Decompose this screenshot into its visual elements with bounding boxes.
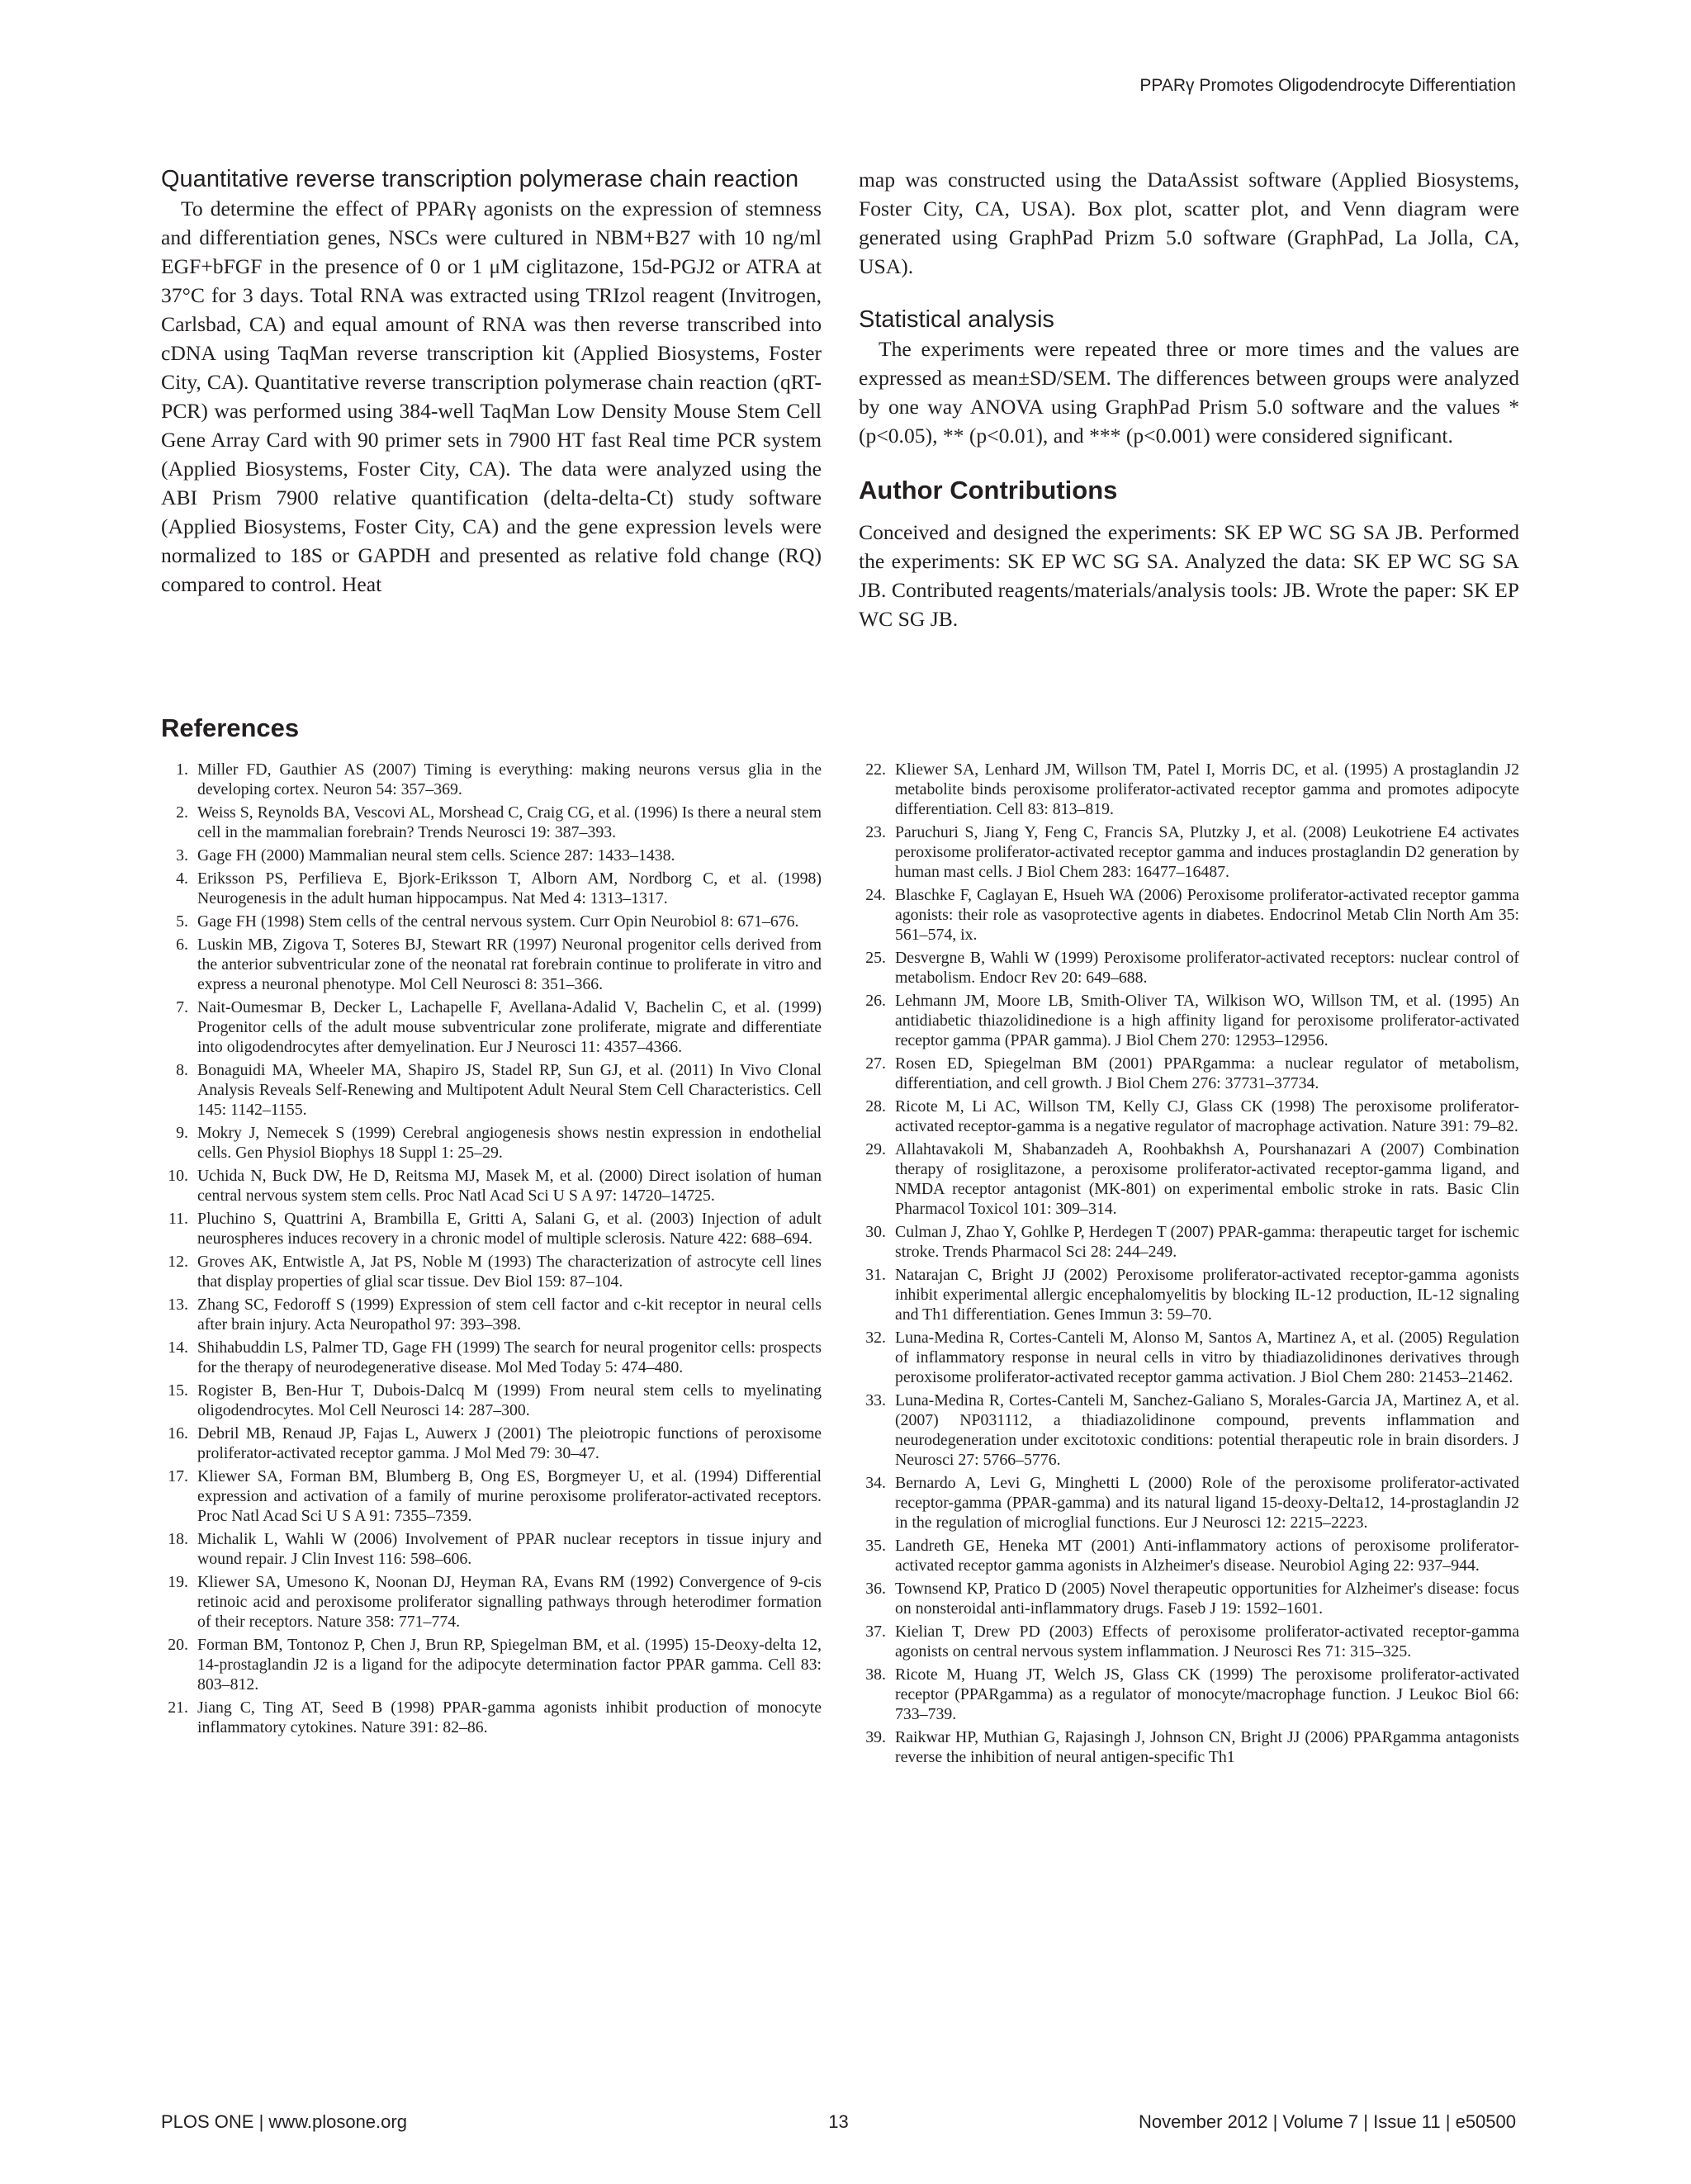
- reference-text: Bonaguidi MA, Wheeler MA, Shapiro JS, Stadel RP, Sun GJ, et al. (2011) In Vivo Clonal Analysis Reveals Self-Renewing and Multipotent Adult Neural Stem Cell Characteristics. Cell 145: 1142–1155.: [197, 1061, 822, 1119]
- reference-item: [859, 885, 1519, 945]
- reference-number: 39.: [865, 1728, 886, 1746]
- reference-item: [161, 1295, 822, 1334]
- reference-text: Gage FH (2000) Mammalian neural stem cells. Science 287: 1433–1438.: [197, 846, 675, 865]
- reference-text: Ricote M, Huang JT, Welch JS, Glass CK (1999) The peroxisome proliferator-activated receptor (PPARgamma) as a regulator of monocyte/macrophage function. J Leukoc Biol 66: 733–739.: [895, 1665, 1519, 1723]
- reference-item: [161, 846, 822, 865]
- reference-item: [161, 1635, 822, 1694]
- reference-number: 6.: [176, 936, 188, 954]
- footer-journal: PLOS ONE | www.plosone.org: [161, 2111, 407, 2132]
- reference-item: [859, 948, 1519, 988]
- reference-item: [859, 1622, 1519, 1661]
- reference-item: [161, 935, 822, 994]
- reference-number: 33.: [865, 1391, 886, 1409]
- reference-item: [859, 1536, 1519, 1575]
- reference-item: [161, 1466, 822, 1526]
- reference-number: 15.: [168, 1381, 188, 1400]
- reference-item: [161, 760, 822, 799]
- reference-text: Kliewer SA, Lenhard JM, Willson TM, Patel I, Morris DC, et al. (1995) A prostaglandin J2 metabolite binds peroxisome proliferator-activated receptor gamma and promotes adipocyte differentiation. Cell 83: 813–819.: [895, 760, 1519, 818]
- reference-number: 21.: [168, 1698, 188, 1717]
- reference-item: [859, 1222, 1519, 1262]
- reference-number: 18.: [168, 1530, 188, 1548]
- reference-text: Kliewer SA, Forman BM, Blumberg B, Ong ES, Borgmeyer U, et al. (1994) Differential expression and activation of a family of murine peroxisome proliferator-activated receptors. Proc Natl Acad Sci U S A 91: 7355–7359.: [197, 1467, 822, 1525]
- reference-item: [161, 1572, 822, 1632]
- references-right-column: [859, 760, 1519, 1770]
- running-title: PPARγ Promotes Oligodendrocyte Differentiation: [1139, 76, 1516, 95]
- reference-text: Weiss S, Reynolds BA, Vescovi AL, Morshead C, Craig CG, et al. (1996) Is there a neural stem cell in the mammalian forebrain? Trends Neurosci 19: 387–393.: [197, 803, 822, 841]
- reference-text: Gage FH (1998) Stem cells of the central nervous system. Curr Opin Neurobiol 8: 671–676.: [197, 912, 799, 931]
- reference-text: Rogister B, Ben-Hur T, Dubois-Dalcq M (1999) From neural stem cells to myelinating oligodendrocytes. Mol Cell Neurosci 14: 287–300.: [197, 1381, 822, 1419]
- reference-text: Desvergne B, Wahli W (1999) Peroxisome proliferator-activated receptors: nuclear control of metabolism. Endocr Rev 20: 649–688.: [895, 949, 1519, 987]
- reference-item: [161, 869, 822, 908]
- reference-number: 38.: [865, 1665, 886, 1684]
- reference-text: Forman BM, Tontonoz P, Chen J, Brun RP, Spiegelman BM, et al. (1995) 15-Deoxy-delta 12, 14-prostaglandin J2 is a ligand for the adipocyte determination factor PPAR gamma. Cell 83: 803–812.: [197, 1636, 822, 1694]
- reference-number: 35.: [865, 1537, 886, 1555]
- reference-number: 10.: [168, 1167, 188, 1185]
- reference-number: 34.: [865, 1474, 886, 1492]
- reference-number: 14.: [168, 1338, 188, 1357]
- reference-number: 20.: [168, 1636, 188, 1654]
- reference-text: Natarajan C, Bright JJ (2002) Peroxisome proliferator-activated receptor-gamma agonists inhibit experimental allergic encephalomyelitis by blocking IL-12 production, IL-12 signaling and Th1 differentiation. Genes Immun 3: 59–70.: [895, 1266, 1519, 1324]
- reference-text: Bernardo A, Levi G, Minghetti L (2000) Role of the peroxisome proliferator-activated receptor-gamma (PPAR-gamma) and its natural ligand 15-deoxy-Delta12, 14-prostaglandin J2 in the regulation of microglial functions. Eur J Neurosci 12: 2215–2223.: [895, 1474, 1519, 1532]
- reference-text: Landreth GE, Heneka MT (2001) Anti-inflammatory actions of peroxisome proliferator-activated receptor gamma agonists in Alzheimer's disease. Neurobiol Aging 22: 937–944.: [895, 1537, 1519, 1575]
- reference-text: Rosen ED, Spiegelman BM (2001) PPARgamma: a nuclear regulator of metabolism, differentiation, and cell growth. J Biol Chem 276: 37731–37734.: [895, 1054, 1519, 1092]
- qrtpcr-body: To determine the effect of PPARγ agonists on the expression of stemness and differentiation genes, NSCs were cultured in NBM+B27 with 10 ng/ml EGF+bFGF in the presence of 0 or 1 μM ciglitazone, 15d-PGJ2 or ATRA at 37°C for 3 days. Total RNA was extracted using TRIzol reagent (Invitrogen, Carlsbad, CA) and equal amount of RNA was then reverse transcribed into cDNA using TaqMan reverse transcription kit (Applied Biosystems, Foster City, CA). Quantitative reverse transcription polymerase chain reaction (qRT-PCR) was performed using 384-well TaqMan Low Density Mouse Stem Cell Gene Array Card with 90 primer sets in 7900 HT fast Real time PCR system (Applied Biosystems, Foster City, CA). The data were analyzed using the ABI Prism 7900 relative quantification (delta-delta-Ct) study software (Applied Biosystems, Foster City, CA) and the gene expression levels were normalized to 18S or GAPDH and presented as relative fold change (RQ) compared to control. Heat: [161, 197, 822, 596]
- reference-item: [161, 1529, 822, 1569]
- reference-number: 3.: [176, 846, 188, 865]
- reference-number: 27.: [865, 1054, 886, 1073]
- reference-text: Allahtavakoli M, Shabanzadeh A, Roohbakhsh A, Pourshanazari A (2007) Combination therapy of rosiglitazone, a peroxisome proliferator-activated receptor-gamma ligand, and NMDA receptor antagonist (MK-801) on experimental embolic stroke in rats. Basic Clin Pharmacol Toxicol 101: 309–314.: [895, 1140, 1519, 1218]
- reference-text: Groves AK, Entwistle A, Jat PS, Noble M (1993) The characterization of astrocyte cell lines that display properties of glial scar tissue. Dev Biol 159: 87–104.: [197, 1253, 822, 1291]
- reference-text: Luskin MB, Zigova T, Soteres BJ, Stewart RR (1997) Neuronal progenitor cells derived from the anterior subventricular zone of the neonatal rat forebrain continue to proliferate in vitro and express a neuronal phenotype. Mol Cell Neurosci 8: 351–366.: [197, 936, 822, 993]
- reference-number: 36.: [865, 1580, 886, 1598]
- reference-item: [859, 1473, 1519, 1533]
- reference-number: 17.: [168, 1467, 188, 1485]
- reference-number: 30.: [865, 1223, 886, 1241]
- reference-text: Nait-Oumesmar B, Decker L, Lachapelle F, Avellana-Adalid V, Bachelin C, et al. (1999) Progenitor cells of the adult mouse subventricular zone proliferate, migrate and differentiate into oligodendrocytes after demyelination. Eur J Neurosci 11: 4357–4366.: [197, 998, 822, 1056]
- reference-item: [161, 1338, 822, 1377]
- reference-text: Mokry J, Nemecek S (1999) Cerebral angiogenesis shows nestin expression in endothelial cells. Gen Physiol Biophys 18 Suppl 1: 25–29.: [197, 1124, 822, 1162]
- methods-right-column: [859, 165, 1519, 633]
- reference-number: 12.: [168, 1253, 188, 1271]
- reference-text: Raikwar HP, Muthian G, Rajasingh J, Johnson CN, Bright JJ (2006) PPARgamma antagonists reverse the inhibition of neural antigen-specific Th1: [895, 1728, 1519, 1766]
- reference-number: 11.: [168, 1210, 188, 1228]
- reference-item: [859, 1328, 1519, 1387]
- reference-item: [161, 1060, 822, 1120]
- reference-item: [161, 1424, 822, 1463]
- reference-text: Zhang SC, Fedoroff S (1999) Expression of stem cell factor and c-kit receptor in neural cells after brain injury. Acta Neuropathol 97: 393–398.: [197, 1296, 822, 1334]
- methods-left-column: [161, 165, 822, 599]
- reference-number: 28.: [865, 1097, 886, 1116]
- reference-item: [859, 1054, 1519, 1093]
- reference-number: 24.: [865, 886, 886, 904]
- reference-text: Uchida N, Buck DW, He D, Reitsma MJ, Masek M, et al. (2000) Direct isolation of human central nervous system stem cells. Proc Natl Acad Sci U S A 97: 14720–14725.: [197, 1167, 822, 1205]
- reference-text: Miller FD, Gauthier AS (2007) Timing is everything: making neurons versus glia in the developing cortex. Neuron 54: 357–369.: [197, 760, 822, 798]
- reference-item: [859, 1390, 1519, 1470]
- references-heading: References: [161, 713, 300, 742]
- reference-item: [161, 1698, 822, 1737]
- reference-item: [161, 997, 822, 1057]
- statistics-heading: Statistical analysis: [859, 306, 1054, 333]
- reference-item: [859, 1579, 1519, 1618]
- reference-item: [859, 1097, 1519, 1136]
- reference-text: Ricote M, Li AC, Willson TM, Kelly CJ, Glass CK (1998) The peroxisome proliferator-activated receptor-gamma is a negative regulator of macrophage activation. Nature 391: 79–82.: [895, 1097, 1519, 1135]
- reference-text: Luna-Medina R, Cortes-Canteli M, Alonso M, Santos A, Martinez A, et al. (2005) Regulation of inflammatory response in neural cells in vitro by thiadiazolidinones derivatives through peroxisome proliferator-activated receptor gamma activation. J Biol Chem 280: 21453–21462.: [895, 1329, 1519, 1386]
- reference-number: 16.: [168, 1424, 188, 1443]
- reference-text: Culman J, Zhao Y, Gohlke P, Herdegen T (2007) PPAR-gamma: therapeutic target for ischemic stroke. Trends Pharmacol Sci 28: 244–249.: [895, 1223, 1519, 1261]
- reference-number: 29.: [865, 1140, 886, 1158]
- reference-text: Jiang C, Ting AT, Seed B (1998) PPAR-gamma agonists inhibit production of monocyte inflammatory cytokines. Nature 391: 82–86.: [197, 1698, 822, 1736]
- reference-text: Kielian T, Drew PD (2003) Effects of peroxisome proliferator-activated receptor-gamma agonists on central nervous system inflammation. J Neurosci Res 71: 315–325.: [895, 1623, 1519, 1661]
- reference-number: 26.: [865, 992, 886, 1010]
- reference-text: Shihabuddin LS, Palmer TD, Gage FH (1999) The search for neural progenitor cells: prospects for the therapy of neurodegenerative disease. Mol Med Today 5: 474–480.: [197, 1338, 822, 1376]
- reference-text: Paruchuri S, Jiang Y, Feng C, Francis SA, Plutzky J, et al. (2008) Leukotriene E4 activates peroxisome proliferator-activated receptor gamma and induces prostaglandin D2 generation by human mast cells. J Biol Chem 283: 16477–16487.: [895, 823, 1519, 881]
- reference-number: 1.: [176, 760, 188, 779]
- reference-item: [161, 1209, 822, 1248]
- reference-number: 2.: [176, 803, 188, 822]
- reference-item: [859, 1665, 1519, 1724]
- reference-item: [859, 822, 1519, 882]
- reference-item: [859, 1139, 1519, 1219]
- reference-number: 9.: [176, 1124, 188, 1142]
- reference-number: 32.: [865, 1329, 886, 1347]
- reference-number: 22.: [865, 760, 886, 779]
- reference-number: 8.: [176, 1061, 188, 1079]
- reference-text: Michalik L, Wahli W (2006) Involvement of PPAR nuclear receptors in tissue injury and wound repair. J Clin Invest 116: 598–606.: [197, 1530, 822, 1568]
- reference-text: Eriksson PS, Perfilieva E, Bjork-Eriksson T, Alborn AM, Nordborg C, et al. (1998) Neurogenesis in the adult human hippocampus. Nat Med 4: 1313–1317.: [197, 869, 822, 907]
- reference-number: 23.: [865, 823, 886, 841]
- reference-item: [859, 991, 1519, 1050]
- statistics-body: The experiments were repeated three or more times and the values are expressed as mean±SD/SEM. The differences between groups were analyzed by one way ANOVA using GraphPad Prism 5.0 software and the values * (p<0.05), ** (p<0.01), and *** (p<0.001) were considered significant.: [859, 337, 1519, 448]
- reference-number: 19.: [168, 1573, 188, 1591]
- reference-item: [161, 1123, 822, 1163]
- reference-text: Debril MB, Renaud JP, Fajas L, Auwerx J (2001) The pleiotropic functions of peroxisome proliferator-activated receptor gamma. J Mol Med 79: 30–47.: [197, 1424, 822, 1462]
- reference-number: 37.: [865, 1623, 886, 1641]
- reference-item: [161, 1381, 822, 1420]
- reference-item: [161, 1166, 822, 1206]
- reference-text: Lehmann JM, Moore LB, Smith-Oliver TA, Wilkison WO, Willson TM, et al. (1995) An antidiabetic thiazolidinedione is a high affinity ligand for peroxisome proliferator-activated receptor gamma (PPAR gamma). J Biol Chem 270: 12953–12956.: [895, 992, 1519, 1049]
- reference-item: [161, 803, 822, 842]
- reference-item: [859, 1265, 1519, 1324]
- reference-text: Kliewer SA, Umesono K, Noonan DJ, Heyman RA, Evans RM (1992) Convergence of 9-cis retinoic acid and peroxisome proliferator signalling pathways through heterodimer formation of their receptors. Nature 358: 771–774.: [197, 1573, 822, 1631]
- author-contributions-body: Conceived and designed the experiments: SK EP WC SG SA JB. Performed the experiments: SK EP WC SG SA. Analyzed the data: SK EP WC SG SA JB. Contributed reagents/materials/analysis tools: JB. Wrote the paper: SK EP WC SG JB.: [859, 520, 1519, 631]
- reference-item: [161, 912, 822, 931]
- reference-number: 5.: [176, 912, 188, 931]
- references-left-column: [161, 760, 822, 1741]
- qrtpcr-continued: map was constructed using the DataAssist software (Applied Biosystems, Foster City, CA, USA). Box plot, scatter plot, and Venn diagram were generated using GraphPad Prizm 5.0 software (GraphPad, La Jolla, CA, USA).: [859, 168, 1519, 278]
- reference-number: 31.: [865, 1266, 886, 1284]
- reference-text: Townsend KP, Pratico D (2005) Novel therapeutic opportunities for Alzheimer's disease: focus on nonsteroidal anti-inflammatory drugs. Faseb J 19: 1592–1601.: [895, 1580, 1519, 1618]
- reference-text: Blaschke F, Caglayan E, Hsueh WA (2006) Peroxisome proliferator-activated receptor gamma agonists: their role as vasoprotective agents in diabetes. Endocrinol Metab Clin North Am 35: 561–574, ix.: [895, 886, 1519, 944]
- reference-item: [859, 760, 1519, 819]
- footer-page-number: 13: [828, 2111, 849, 2132]
- footer-issue: November 2012 | Volume 7 | Issue 11 | e50500: [1138, 2111, 1516, 2132]
- reference-number: 25.: [865, 949, 886, 967]
- reference-number: 13.: [168, 1296, 188, 1314]
- reference-text: Pluchino S, Quattrini A, Brambilla E, Gritti A, Salani G, et al. (2003) Injection of adult neurospheres induces recovery in a chronic model of multiple sclerosis. Nature 422: 688–694.: [197, 1210, 822, 1248]
- reference-number: 4.: [176, 869, 188, 888]
- qrtpcr-heading: Quantitative reverse transcription polymerase chain reaction: [161, 166, 799, 192]
- reference-number: 7.: [176, 998, 188, 1016]
- author-contributions-heading: Author Contributions: [859, 476, 1118, 505]
- reference-text: Luna-Medina R, Cortes-Canteli M, Sanchez-Galiano S, Morales-Garcia JA, Martinez A, et al. (2007) NP031112, a thiadiazolidinone compound, prevents inflammation and neurodegeneration under excitotoxic conditions: potential therapeutic role in brain disorders. J Neurosci 27: 5766–5776.: [895, 1391, 1519, 1469]
- reference-item: [161, 1252, 822, 1291]
- reference-item: [859, 1727, 1519, 1767]
